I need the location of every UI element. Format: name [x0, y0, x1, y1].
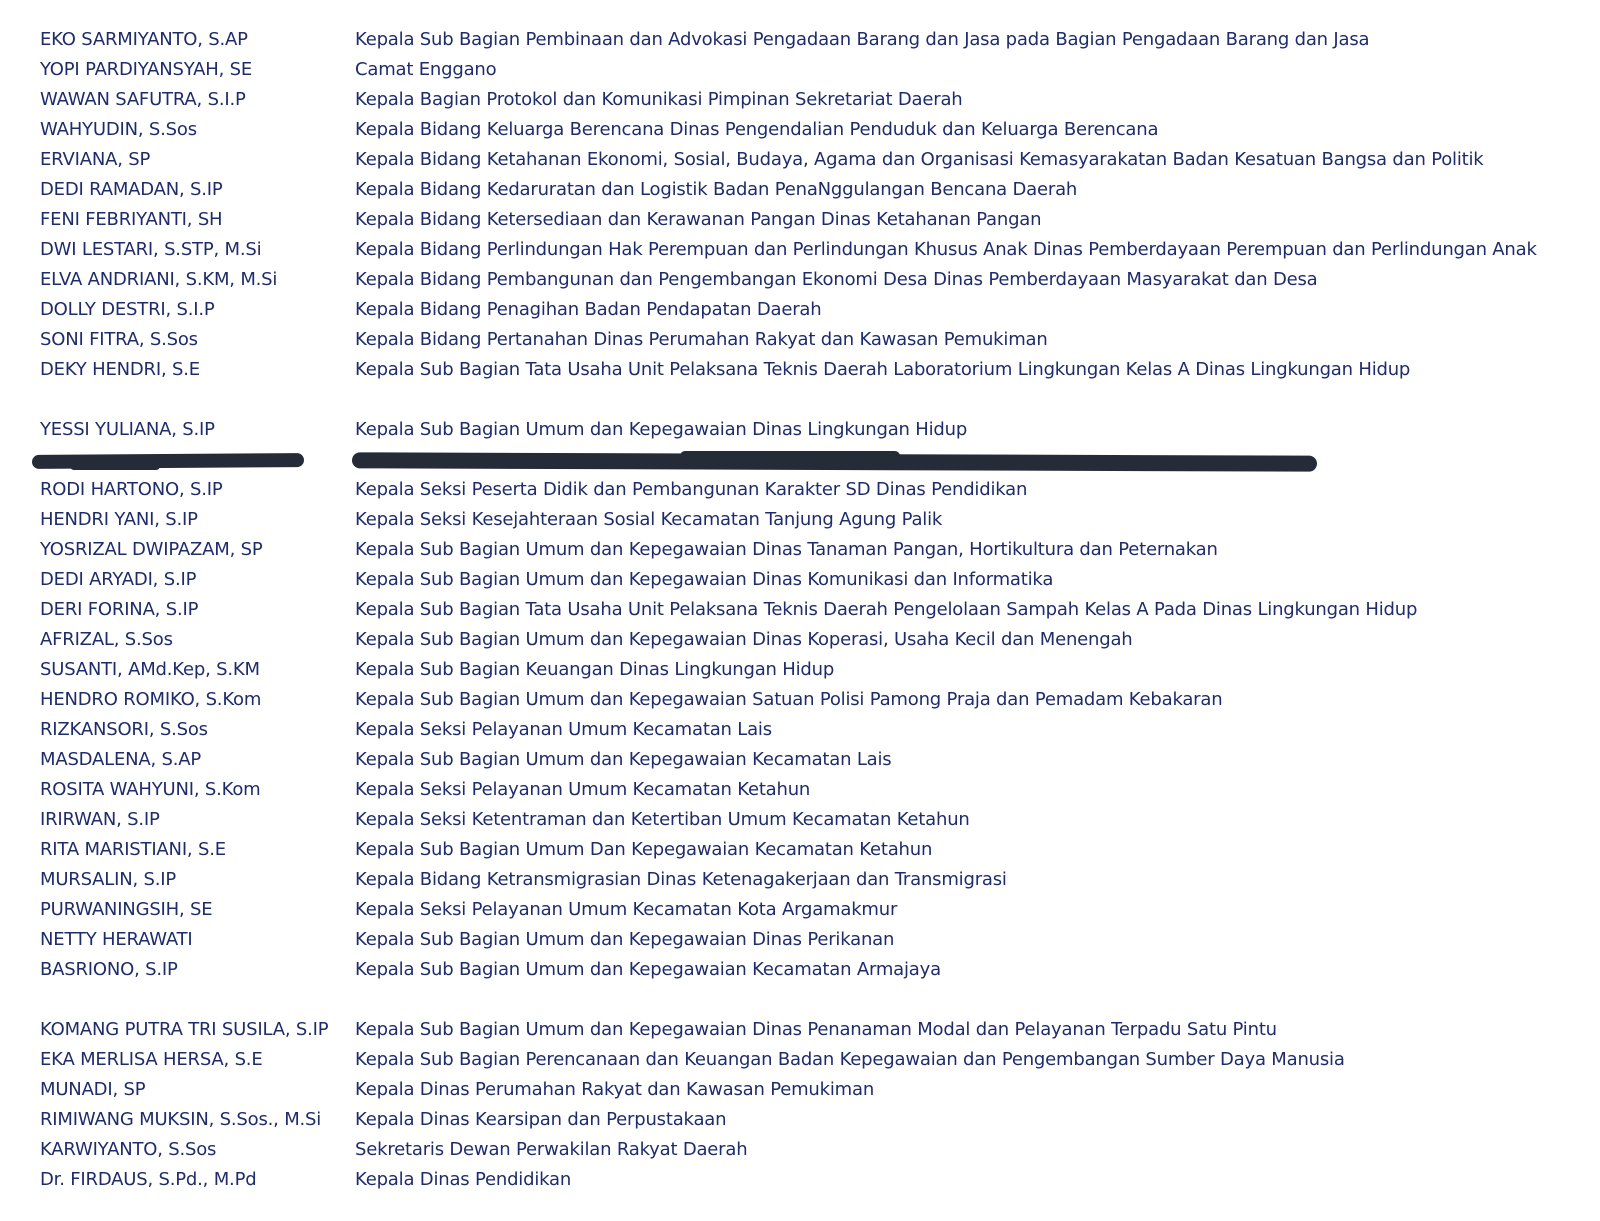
official-position: Camat Enggano	[355, 58, 497, 80]
official-name: RITA MARISTIANI, S.E	[40, 838, 226, 860]
appointment-row	[40, 1014, 1595, 1044]
official-name: BASRIONO, S.IP	[40, 958, 178, 980]
official-name: ERVIANA, SP	[40, 148, 151, 170]
official-name: WAHYUDIN, S.Sos	[40, 118, 197, 140]
appointment-group	[40, 1014, 1595, 1194]
appointment-row	[40, 654, 1595, 684]
appointment-row	[40, 354, 1595, 384]
appointment-row	[40, 1074, 1595, 1104]
official-position: Kepala Sub Bagian Umum dan Kepegawaian Dinas Tanaman Pangan, Hortikultura dan Peternakan	[355, 538, 1218, 560]
official-position: Kepala Bidang Pertanahan Dinas Perumahan Rakyat dan Kawasan Pemukiman	[355, 328, 1048, 350]
official-name: PURWANINGSIH, SE	[40, 898, 213, 920]
official-position: Kepala Seksi Pelayanan Umum Kecamatan Ketahun	[355, 778, 811, 800]
appointment-row	[40, 1134, 1595, 1164]
official-position: Kepala Bidang Ketahanan Ekonomi, Sosial, Budaya, Agama dan Organisasi Kemasyarakatan Badan Kesatuan Bangsa dan Politik	[355, 148, 1484, 170]
official-name: MUNADI, SP	[40, 1078, 146, 1100]
official-position: Kepala Sub Bagian Umum dan Kepegawaian Kecamatan Lais	[355, 748, 892, 770]
official-name: YOPI PARDIYANSYAH, SE	[40, 58, 253, 80]
appointment-row	[40, 114, 1595, 144]
official-appointment-list	[40, 24, 1595, 1194]
appointment-row	[40, 474, 1595, 504]
appointment-row	[40, 204, 1595, 234]
official-name: DOLLY DESTRI, S.I.P	[40, 298, 215, 320]
official-name: IRIRWAN, S.IP	[40, 808, 160, 830]
appointment-row	[40, 174, 1595, 204]
appointment-row	[40, 804, 1595, 834]
appointment-group	[40, 414, 1595, 444]
redaction-marker-stroke	[70, 462, 160, 470]
appointment-row	[40, 84, 1595, 114]
official-name: DWI LESTARI, S.STP, M.Si	[40, 238, 262, 260]
official-position: Kepala Sub Bagian Pembinaan dan Advokasi Pengadaan Barang dan Jasa pada Bagian Pengadaan Barang dan Jasa	[355, 28, 1370, 50]
official-position: Kepala Bagian Protokol dan Komunikasi Pimpinan Sekretariat Daerah	[355, 88, 963, 110]
appointment-row	[40, 594, 1595, 624]
official-name: KOMANG PUTRA TRI SUSILA, S.IP	[40, 1018, 329, 1040]
appointment-row	[40, 324, 1595, 354]
official-position: Kepala Seksi Kesejahteraan Sosial Kecamatan Tanjung Agung Palik	[355, 508, 943, 530]
appointment-row	[40, 54, 1595, 84]
official-position: Kepala Bidang Perlindungan Hak Perempuan dan Perlindungan Khusus Anak Dinas Pemberdayaan Perempuan dan Perlindungan Anak	[355, 238, 1537, 260]
appointment-row	[40, 144, 1595, 174]
official-position: Kepala Dinas Kearsipan dan Perpustakaan	[355, 1108, 727, 1130]
appointment-row	[40, 504, 1595, 534]
appointment-row	[40, 564, 1595, 594]
appointment-row	[40, 264, 1595, 294]
official-position: Kepala Sub Bagian Tata Usaha Unit Pelaksana Teknis Daerah Pengelolaan Sampah Kelas A Pada Dinas Lingkungan Hidup	[355, 598, 1418, 620]
official-position: Kepala Sub Bagian Umum dan Kepegawaian Dinas Lingkungan Hidup	[355, 418, 968, 440]
official-position: Kepala Sub Bagian Umum dan Kepegawaian Dinas Koperasi, Usaha Kecil dan Menengah	[355, 628, 1133, 650]
official-name: AFRIZAL, S.Sos	[40, 628, 173, 650]
appointment-row	[40, 864, 1595, 894]
official-name: DEKY HENDRI, S.E	[40, 358, 200, 380]
appointment-row	[40, 714, 1595, 744]
official-position: Kepala Dinas Perumahan Rakyat dan Kawasan Pemukiman	[355, 1078, 875, 1100]
official-position: Kepala Bidang Ketransmigrasian Dinas Ketenagakerjaan dan Transmigrasi	[355, 868, 1007, 890]
official-name: RIMIWANG MUKSIN, S.Sos., M.Si	[40, 1108, 322, 1130]
official-name: SONI FITRA, S.Sos	[40, 328, 198, 350]
official-name: RODI HARTONO, S.IP	[40, 478, 223, 500]
official-name: DEDI ARYADI, S.IP	[40, 568, 197, 590]
official-name: FENI FEBRIYANTI, SH	[40, 208, 223, 230]
redaction-marker-stroke	[680, 451, 900, 461]
official-position: Kepala Bidang Ketersediaan dan Kerawanan Pangan Dinas Ketahanan Pangan	[355, 208, 1042, 230]
appointment-row	[40, 954, 1595, 984]
official-position: Kepala Seksi Pelayanan Umum Kecamatan Kota Argamakmur	[355, 898, 898, 920]
appointment-row	[40, 414, 1595, 444]
official-name: EKO SARMIYANTO, S.AP	[40, 28, 248, 50]
appointment-row	[40, 1104, 1595, 1134]
official-position: Kepala Sub Bagian Umum dan Kepegawaian Dinas Komunikasi dan Informatika	[355, 568, 1054, 590]
official-name: SUSANTI, AMd.Kep, S.KM	[40, 658, 260, 680]
official-name: MASDALENA, S.AP	[40, 748, 202, 770]
official-position: Kepala Seksi Ketentraman dan Ketertiban Umum Kecamatan Ketahun	[355, 808, 970, 830]
official-name: KARWIYANTO, S.Sos	[40, 1138, 217, 1160]
appointment-row	[40, 624, 1595, 654]
appointment-row	[40, 1044, 1595, 1074]
official-position: Kepala Sub Bagian Tata Usaha Unit Pelaksana Teknis Daerah Laboratorium Lingkungan Kelas A Dinas Lingkungan Hidup	[355, 358, 1411, 380]
appointment-row	[40, 1164, 1595, 1194]
official-name: Dr. FIRDAUS, S.Pd., M.Pd	[40, 1168, 257, 1190]
official-name: HENDRO ROMIKO, S.Kom	[40, 688, 262, 710]
official-position: Kepala Sub Bagian Umum dan Kepegawaian Satuan Polisi Pamong Praja dan Pemadam Kebakaran	[355, 688, 1223, 710]
official-position: Kepala Seksi Peserta Didik dan Pembangunan Karakter SD Dinas Pendidikan	[355, 478, 1028, 500]
appointment-row	[40, 894, 1595, 924]
group-spacer	[40, 384, 1595, 414]
appointment-group	[40, 24, 1595, 384]
official-position: Sekretaris Dewan Perwakilan Rakyat Daerah	[355, 1138, 748, 1160]
official-position: Kepala Seksi Pelayanan Umum Kecamatan Lais	[355, 718, 772, 740]
official-name: RIZKANSORI, S.Sos	[40, 718, 208, 740]
appointment-row	[40, 744, 1595, 774]
official-name: YOSRIZAL DWIPAZAM, SP	[40, 538, 263, 560]
official-position: Kepala Bidang Keluarga Berencana Dinas Pengendalian Penduduk dan Keluarga Berencana	[355, 118, 1159, 140]
appointment-row	[40, 294, 1595, 324]
official-position: Kepala Bidang Pembangunan dan Pengembangan Ekonomi Desa Dinas Pemberdayaan Masyarakat dan Desa	[355, 268, 1318, 290]
redacted-row	[40, 444, 1595, 474]
appointment-row	[40, 684, 1595, 714]
official-name: ROSITA WAHYUNI, S.Kom	[40, 778, 261, 800]
appointment-group	[40, 474, 1595, 984]
official-name: DEDI RAMADAN, S.IP	[40, 178, 223, 200]
official-name: HENDRI YANI, S.IP	[40, 508, 198, 530]
official-position: Kepala Sub Bagian Umum dan Kepegawaian Dinas Penanaman Modal dan Pelayanan Terpadu Satu Pintu	[355, 1018, 1277, 1040]
official-name: ELVA ANDRIANI, S.KM, M.Si	[40, 268, 278, 290]
appointment-row	[40, 924, 1595, 954]
official-position: Kepala Sub Bagian Umum dan Kepegawaian Dinas Perikanan	[355, 928, 895, 950]
appointment-row	[40, 234, 1595, 264]
official-name: DERI FORINA, S.IP	[40, 598, 199, 620]
official-position: Kepala Dinas Pendidikan	[355, 1168, 572, 1190]
official-name: MURSALIN, S.IP	[40, 868, 177, 890]
official-name: YESSI YULIANA, S.IP	[40, 418, 215, 440]
appointment-row	[40, 24, 1595, 54]
official-position: Kepala Sub Bagian Keuangan Dinas Lingkungan Hidup	[355, 658, 835, 680]
group-spacer	[40, 984, 1595, 1014]
official-position: Kepala Sub Bagian Perencanaan dan Keuangan Badan Kepegawaian dan Pengembangan Sumber Daya Manusia	[355, 1048, 1345, 1070]
appointment-row	[40, 534, 1595, 564]
official-position: Kepala Sub Bagian Umum Dan Kepegawaian Kecamatan Ketahun	[355, 838, 933, 860]
official-name: WAWAN SAFUTRA, S.I.P	[40, 88, 246, 110]
official-name: NETTY HERAWATI	[40, 928, 193, 950]
official-position: Kepala Sub Bagian Umum dan Kepegawaian Kecamatan Armajaya	[355, 958, 941, 980]
official-position: Kepala Bidang Kedaruratan dan Logistik Badan PenaNggulangan Bencana Daerah	[355, 178, 1078, 200]
official-name: EKA MERLISA HERSA, S.E	[40, 1048, 263, 1070]
appointment-row	[40, 774, 1595, 804]
appointment-row	[40, 834, 1595, 864]
official-position: Kepala Bidang Penagihan Badan Pendapatan Daerah	[355, 298, 822, 320]
